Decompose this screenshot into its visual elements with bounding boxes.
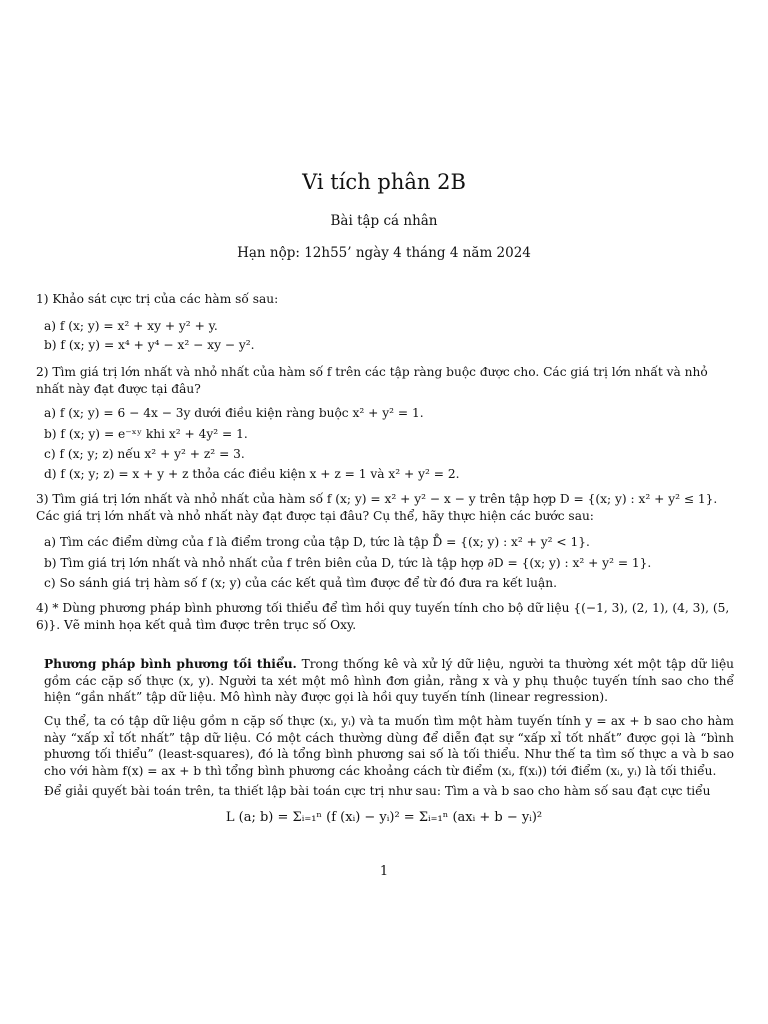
q2-item-d: d) f (x; y; z) = x + y + z thỏa các điều kiện x + z = 1 và x² + y² = 2. [44,467,460,481]
q3-item-b: b) Tìm giá trị lớn nhất và nhỏ nhất của f trên biên của D, tức là tập hợp ∂D = {(x; y) : x² + y² = 1}. [44,556,652,570]
q1-item-a: a) f (x; y) = x² + xy + y² + y. [44,319,218,333]
q3-item-a: a) Tìm các điểm dừng của f là điểm trong của tập D, tức là tập D̊ = {(x; y) : x² + y² < 1}. [44,535,590,549]
q1-item-b: b) f (x; y) = x⁴ + y⁴ − x² − xy − y². [44,338,255,352]
method-title: Phương pháp bình phương tối thiểu. [44,657,297,671]
method-paragraph-2: Cụ thể, ta có tập dữ liệu gồm n cặp số thực (xᵢ, yᵢ) và ta muốn tìm một hàm tuyến tính y = ax + b sao cho hàm này “xấp xỉ tốt nhất” tập dữ liệu. Có một cách thường dùng để diễn đạt sự “xấp xỉ tốt nhất” được gọi là “bình phương tối thiểu” (least-squares), đó là tổng bình phương sai số là tối thiểu. Như thế ta tìm số thực a và b sao cho với hàm f(x) = ax + b thì tổng bình phương các khoảng cách từ điểm (xᵢ, f(xᵢ)) tới điểm (xᵢ, yᵢ) là tối thiểu. [44,714,734,778]
document-title: Vi tích phân 2B [302,170,466,194]
page-number: 1 [379,864,389,879]
method-paragraph-3: Để giải quyết bài toán trên, ta thiết lập bài toán cực trị như sau: Tìm a và b sao cho hàm số sau đạt cực tiểu [44,784,711,798]
document-subtitle: Bài tập cá nhân [330,213,438,229]
method-paragraph-1 [44,656,734,706]
q3-item-c: c) So sánh giá trị hàm số f (x; y) của các kết quả tìm được để từ đó đưa ra kết luận. [44,576,558,590]
least-squares-formula: L (a; b) = Σᵢ₌₁ⁿ (f (xᵢ) − yᵢ)² = Σᵢ₌₁ⁿ (axᵢ + b − yᵢ)² [225,810,543,825]
q4-heading: 4) * Dùng phương pháp bình phương tối thiểu để tìm hồi quy tuyến tính cho bộ dữ liệu {(−1, 3), (2, 1), (4, 3), (5, 6)}. Vẽ minh họa kết quả tìm được trên trục số Oxy. [36,601,730,632]
q2-item-c: c) f (x; y; z) nếu x² + y² + z² = 3. [44,447,245,461]
q2-item-b: b) f (x; y) = e⁻ˣʸ khi x² + 4y² = 1. [44,427,248,441]
q2-item-a: a) f (x; y) = 6 − 4x − 3y dưới điều kiện ràng buộc x² + y² = 1. [44,406,424,420]
q3-heading: 3) Tìm giá trị lớn nhất và nhỏ nhất của hàm số f (x; y) = x² + y² − x − y trên tập hợp D = {(x; y) : x² + y² ≤ 1}. Các giá trị lớn nhất và nhỏ nhất này đạt được tại đâu? Cụ thể, hãy thực hiện các bước sau: [36,492,718,523]
method-intro-text: Trong thống kê và xử lý dữ liệu, người ta thường xét một tập dữ liệu gồm các cặp số thực (x, y). Người ta xét một mô hình đơn giản, rằng x và y phụ thuộc tuyến tính sao cho thể hiện “gần nhất” tập dữ liệu. Mô hình này được gọi là hồi quy tuyến tính (linear regression). [44,657,734,704]
deadline-line: Hạn nộp: 12h55’ ngày 4 tháng 4 năm 2024 [237,245,531,261]
q1-heading: 1) Khảo sát cực trị của các hàm số sau: [36,292,279,306]
q2-heading: 2) Tìm giá trị lớn nhất và nhỏ nhất của hàm số f trên các tập ràng buộc được cho. Các giá trị lớn nhất và nhỏ nhất này đạt được tại đâu? [36,365,708,396]
